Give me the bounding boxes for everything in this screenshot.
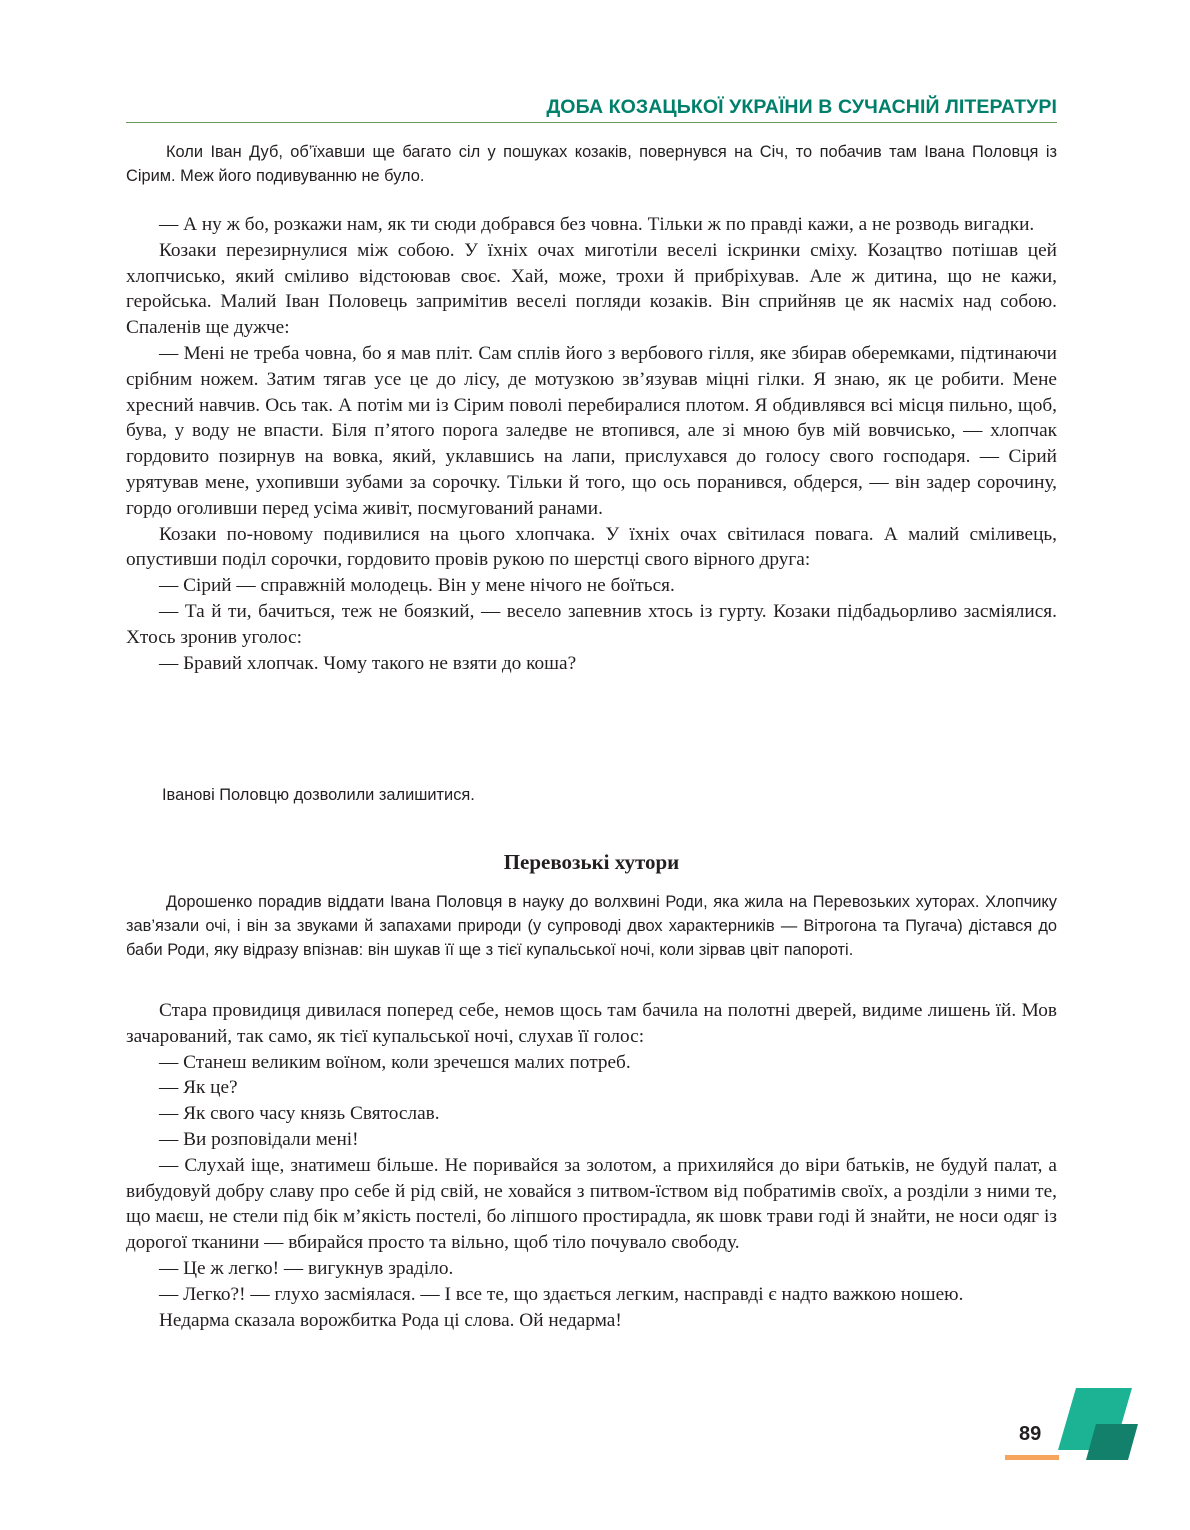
footer-accent-bar (1005, 1455, 1059, 1460)
paragraph: — Бравий хлопчак. Чому такого не взяти до коша? (159, 652, 577, 674)
paragraph: — Легко?! — глухо засміялася. — І все те, що здається легким, насправді є надто важкою ношею. (159, 1283, 964, 1305)
paragraph: — Як свого часу князь Святослав. (159, 1103, 440, 1125)
paragraph: Стара провидиця дивилася поперед себе, немов щось там бачила на полотні дверей, видиме лишень їй. Мов зачарований, так само, як тієї купальської ночі, слухав її голос: (126, 1000, 1057, 1047)
paragraph: Недарма сказала ворожбитка Рода ці слова. Ой недарма! (159, 1309, 622, 1331)
paragraph: — Сірий — справжній молодець. Він у мене нічого не боїться. (159, 575, 675, 597)
summary-text-2: Дорошенко порадив віддати Івана Половця в науку до волхвині Роди, яка жила на Перевозьких хуторах. Хлопчику зав’язали очі, і він за звуками й запахами природи (у супроводі двох характерників — Вітрогона та Пугача) дістався до баби Роди, яку відразу впізнав: він шукав її ще з тієї купальської ночі, коли зірвав цвіт папороті. (126, 893, 1057, 959)
section-title: Перевозькі хутори (503, 850, 680, 874)
paragraph: — Як це? (159, 1077, 238, 1099)
summary-paragraph-1 (126, 140, 1057, 188)
text-block-1 (126, 212, 1057, 676)
summary-paragraph-2 (126, 890, 1057, 962)
paragraph: — Ви розповідали мені! (159, 1128, 359, 1150)
paragraph: Козаки по-новому подивилися на цього хлопчака. У їхніх очах світилася повага. А малий сміливець, опустивши поділ сорочки, гордовито провів рукою по шерстці свого вірного друга: (126, 523, 1057, 571)
paragraph: — Слухай іще, знатимеш більше. Не поривайся за золотом, а прихиляйся до віри батьків, не будуй палат, а вибудовуй добру славу про себе й рід свій, не ховайся з питвом-їством від побратимів своїх, а розділи з ними те, що маєш, не стели під бік м’якість постелі, бо ліпшого простирадла, як шовк трави годі й знайти, не носи одяг із дорогої тканини — вбирайся просто та вільно, щоб тіло почувало свободу. (126, 1154, 1057, 1254)
paragraph: Козаки перезирнулися між собою. У їхніх очах миготіли веселі іскринки сміху. Козацтво потішав цей хлопчисько, який сміливо відстоював своє. Хай, може, трохи й прибріхував. Але ж дитина, що не кажи, геройська. Малий Іван Половець запримітив веселі погляди козаків. Він сприйняв це як насміх над собою. Спаленів ще дужче: (126, 239, 1057, 339)
summary-text-1: Коли Іван Дуб, об’їхавши ще багато сіл у пошуках козаків, повернувся на Січ, то побачив там Івана Половця із Сірим. Меж його подивуванню не було. (126, 143, 1057, 185)
paragraph: — Та й ти, бачиться, теж не боязкий, — весело запевнив хтось із гурту. Козаки підбадьорливо засміялися. Хтось зронив уголос: (126, 600, 1057, 648)
paragraph: — Це ж легко! — вигукнув зраділо. (159, 1257, 454, 1279)
page-number: 89 (1019, 1423, 1042, 1445)
text-block-2 (126, 998, 1057, 1333)
running-header-title: ДОБА КОЗАЦЬКОЇ УКРАЇНИ В СУЧАСНІЙ ЛІТЕРАТУРІ (546, 96, 1057, 118)
paragraph: — Станеш великим воїном, коли зречешся малих потреб. (159, 1051, 631, 1073)
header-divider (126, 122, 1057, 123)
summary-note: Іванові Половцю дозволили залишитися. (162, 786, 475, 804)
paragraph: — Мені не треба човна, бо я мав пліт. Сам сплів його з вербового гілля, яке збирав оберемками, підтинаючи срібним ножем. Затим тягав усе це до лісу, де мотузкою зв’язував міцні гілки. Я знаю, як це робити. Мене хресний навчив. Ось так. А потім ми із Сірим поволі перебиралися плотом. Я обдивлявся всі місця пильно, щоб, бува, у воду не впасти. Біля п’ятого порога заледве не втопився, але зі мною був мій вовчисько, — хлопчак гордовито позирнув на вовка, який, уклавшись на лапи, прислухався до голосу свого господаря. — Сірий урятував мене, ухопивши зубами за сорочку. Тільки й того, що ось поранився, обдерся, — він задер сорочину, гордо оголивши перед усіма живіт, посмугований ранами. (126, 342, 1057, 519)
paragraph: — А ну ж бо, розкажи нам, як ти сюди добрався без човна. Тільки ж по правді кажи, а не розводь вигадки. (159, 214, 1035, 235)
corner-parallelogram-icon (1058, 1388, 1138, 1460)
